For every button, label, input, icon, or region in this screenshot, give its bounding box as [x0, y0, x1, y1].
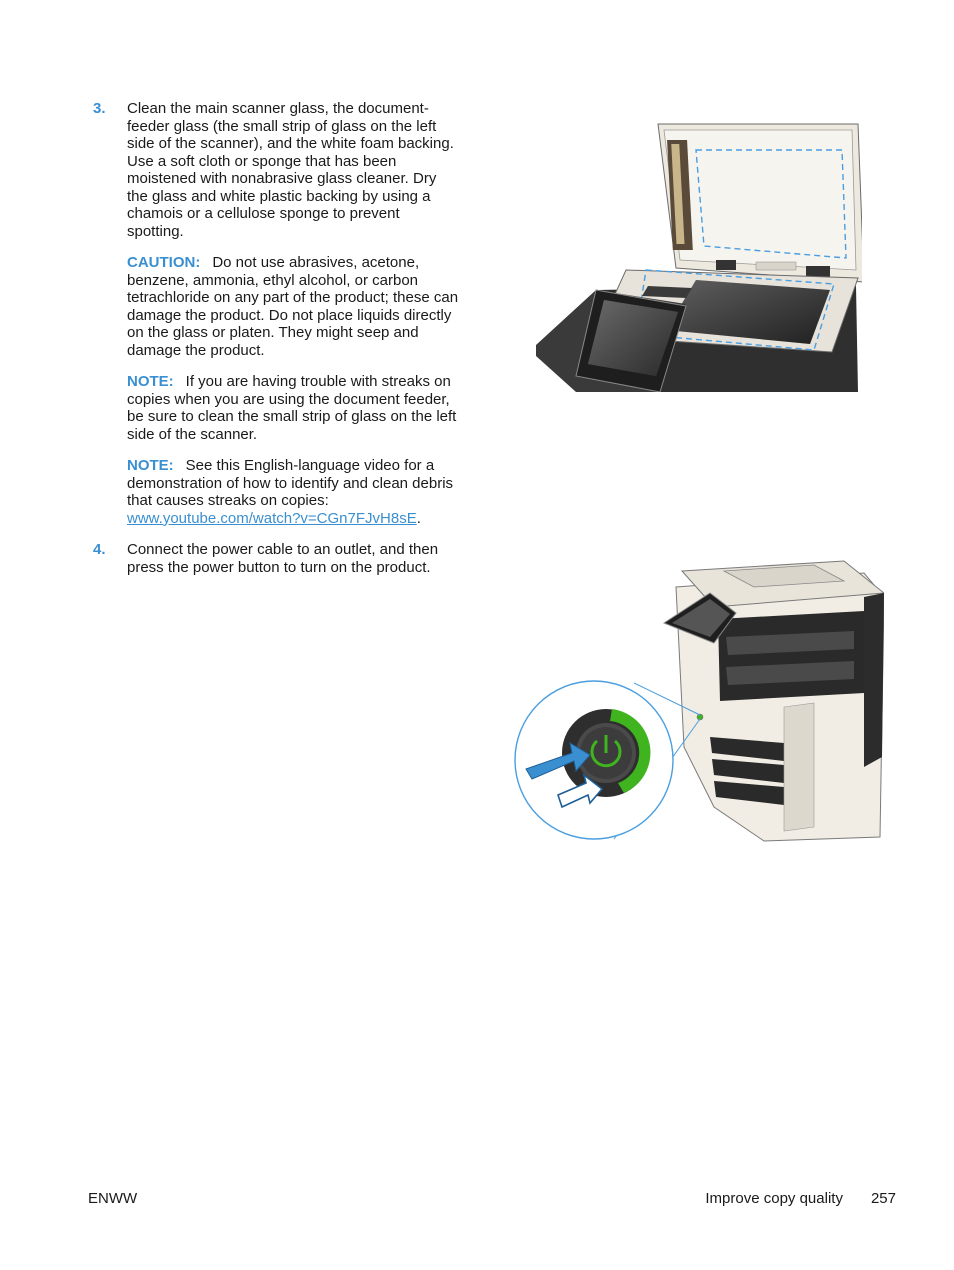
footer-right: [705, 1190, 896, 1207]
step-number: 4.: [93, 541, 106, 558]
note-label: NOTE:: [127, 457, 174, 474]
step-text: Clean the main scanner glass, the document-feeder glass (the small strip of glass on the left side of the scanner), and the white foam backing. Use a soft cloth or sponge that has been moistened with nonabrasive glass cleaner. Dry the glass and white plastic backing by using a chamois or a cellulose sponge to prevent spotting.: [127, 100, 454, 240]
note-end: .: [416, 509, 421, 527]
step-4: [93, 541, 459, 576]
caution-text: Do not use abrasives, acetone, benzene, ammonia, ethyl alcohol, or carbon tetrachloride on any part of the product; these can damage the product. Do not place liquids directly on the glass or platen. They might seep and damage the product.: [127, 254, 459, 359]
footer-section-title: Improve copy quality: [705, 1190, 843, 1207]
note-text: See this English-language video for a demonstration of how to identify and clean debris that causes streaks on copies:: [127, 457, 454, 509]
power-button-illustration: [514, 557, 884, 842]
note-label: NOTE:: [127, 373, 174, 390]
note-block: [127, 373, 459, 443]
scanner-glass-illustration: [536, 120, 862, 392]
step-3: [93, 100, 459, 527]
page-number: 257: [870, 1190, 896, 1207]
step-body: [127, 541, 459, 576]
procedure-steps: [93, 100, 459, 590]
caution-label: CAUTION:: [127, 254, 201, 271]
note-block: [127, 457, 459, 527]
step-body: [127, 100, 459, 527]
note-text: If you are having trouble with streaks on copies when you are using the document feeder, be sure to clean the small strip of glass on the left side of the scanner.: [127, 373, 457, 443]
caution-block: [127, 254, 459, 359]
step-number: 3.: [93, 100, 106, 117]
step-text: Connect the power cable to an outlet, and then press the power button to turn on the product.: [127, 541, 439, 576]
video-link[interactable]: www.youtube.com/watch?v=CGn7FJvH8sE: [127, 509, 417, 527]
footer-doc-code: ENWW: [88, 1190, 138, 1207]
